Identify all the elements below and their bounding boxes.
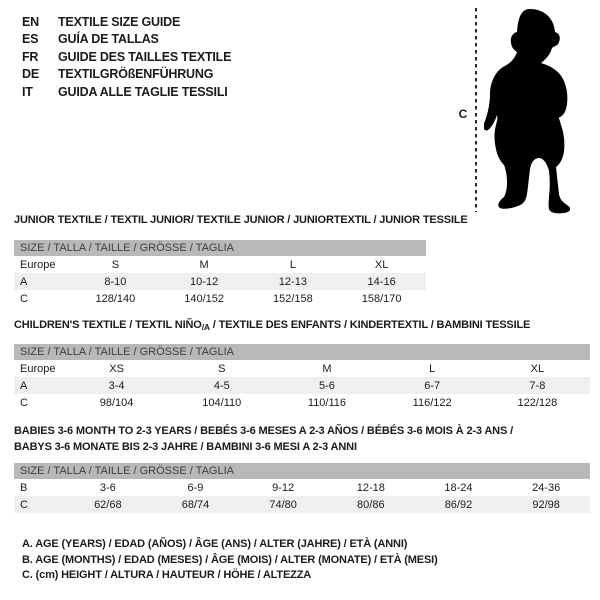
language-title: GUIDA ALLE TAGLIE TESSILI xyxy=(58,84,228,99)
table-cell: 3-4 xyxy=(64,377,169,394)
table-cell: 9-12 xyxy=(272,481,295,494)
table-row xyxy=(14,377,590,394)
table-cell: 80/86 xyxy=(327,496,415,513)
table-cell: 18-24 xyxy=(444,481,473,494)
language-title: GUÍA DE TALLAS xyxy=(58,32,159,47)
footnote-b: B. AGE (MONTHS) / EDAD (MESES) / ÂGE (MOIS) / ALTER (MONATE) / ETÀ (MESI) xyxy=(22,553,438,566)
language-title: TEXTILE SIZE GUIDE xyxy=(58,14,181,29)
size-header-label: SIZE / TALLA / TAILLE / GRÖSSE / TAGLIA xyxy=(14,344,590,360)
table-cell: S xyxy=(111,258,120,271)
language-code: IT xyxy=(22,84,33,99)
table-cell: 7-8 xyxy=(485,377,590,394)
figure-height-label: C xyxy=(458,107,468,121)
size-header-row xyxy=(14,463,590,479)
table-cell: 6-7 xyxy=(380,377,485,394)
table-cell: 24-36 xyxy=(532,481,561,494)
language-title: TEXTILGRÖßENFÜHRUNG xyxy=(58,67,214,82)
table-cell: 5-6 xyxy=(274,377,379,394)
table-row xyxy=(14,290,426,307)
table-cell: L xyxy=(289,258,296,271)
table-cell: 116/122 xyxy=(412,396,452,409)
table-cell: M xyxy=(322,362,332,375)
footnote-a: A. AGE (YEARS) / EDAD (AÑOS) / ÂGE (ANS) / ALTER (JAHRE) / ETÀ (ANNI) xyxy=(22,538,408,550)
table-cell: 86/92 xyxy=(415,496,503,513)
table-cell: XS xyxy=(109,362,124,375)
footnotes-block xyxy=(22,537,438,584)
table-row xyxy=(14,394,590,411)
table-cell: 92/98 xyxy=(502,496,590,513)
table-row xyxy=(14,256,426,273)
table-cell: XL xyxy=(530,362,545,375)
table-cell: 152/158 xyxy=(272,292,313,305)
table-cell: 12-13 xyxy=(249,273,338,290)
babies-table-title xyxy=(14,424,513,455)
size-header-row xyxy=(14,344,590,360)
table-cell: S xyxy=(218,362,226,375)
table-cell: 128/140 xyxy=(95,292,136,305)
table-cell: 10-12 xyxy=(160,273,249,290)
table-cell: 110/116 xyxy=(307,396,347,409)
size-header-row xyxy=(14,240,426,256)
language-row xyxy=(22,48,231,66)
table-cell: 68/74 xyxy=(152,496,240,513)
row-label: A xyxy=(14,377,64,394)
title-line-2: BABYS 3-6 MONATE BIS 2-3 JAHRE / BAMBINI 3-6 MESI A 2-3 ANNI xyxy=(14,440,357,453)
children-table-title xyxy=(14,319,530,332)
language-code: ES xyxy=(22,32,39,47)
row-label: B xyxy=(20,481,28,494)
table-cell: 74/80 xyxy=(239,496,327,513)
table-cell: 158/170 xyxy=(361,292,402,305)
footnote-c: C. (cm) HEIGHT / ALTURA / HAUTEUR / HÖHE / ALTEZZA xyxy=(22,569,312,581)
title-text: / TEXTILE DES ENFANTS / KINDERTEXTIL / BAMBINI TESSILE xyxy=(209,319,531,331)
title-subscript: /A xyxy=(201,322,210,332)
babies-size-table xyxy=(14,463,590,513)
language-title-block xyxy=(22,13,231,101)
row-label: C xyxy=(20,396,28,409)
table-cell: 98/104 xyxy=(99,396,134,409)
language-row xyxy=(22,31,231,49)
table-cell: XL xyxy=(374,258,389,271)
table-cell: 6-9 xyxy=(187,481,204,494)
table-cell: 12-18 xyxy=(356,481,385,494)
title-line-1: BABIES 3-6 MONTH TO 2-3 YEARS / BEBÉS 3-6 MESES A 2-3 AÑOS / BÉBÉS 3-6 MOIS À 2-3 ANS / xyxy=(14,425,513,437)
language-row xyxy=(22,66,231,84)
language-code: EN xyxy=(22,14,39,29)
row-label: Europe xyxy=(20,258,56,271)
table-cell: 62/68 xyxy=(64,496,152,513)
size-header-label: SIZE / TALLA / TAILLE / GRÖSSE / TAGLIA xyxy=(14,463,590,479)
row-label: C xyxy=(20,292,28,305)
table-cell: L xyxy=(429,362,436,375)
row-label: A xyxy=(14,273,71,290)
title-text: CHILDREN'S TEXTILE / TEXTIL NIÑO xyxy=(14,319,202,331)
size-header-label: SIZE / TALLA / TAILLE / GRÖSSE / TAGLIA xyxy=(14,240,426,256)
junior-table-title: JUNIOR TEXTILE / TEXTIL JUNIOR/ TEXTILE JUNIOR / JUNIORTEXTIL / JUNIOR TESSILE xyxy=(14,214,468,226)
children-size-table xyxy=(14,344,590,411)
table-cell: 3-6 xyxy=(99,481,116,494)
table-row xyxy=(14,360,590,377)
language-row xyxy=(22,13,231,31)
table-row xyxy=(14,496,590,513)
table-cell: 104/110 xyxy=(202,396,242,409)
table-cell: 14-16 xyxy=(337,273,426,290)
toddler-silhouette-image xyxy=(484,4,596,214)
table-cell: 122/128 xyxy=(517,396,558,409)
row-label: C xyxy=(14,496,64,513)
table-cell: 8-10 xyxy=(71,273,160,290)
table-row xyxy=(14,273,426,290)
language-row xyxy=(22,83,231,101)
language-code: DE xyxy=(22,67,39,82)
language-code: FR xyxy=(22,49,39,64)
table-cell: 4-5 xyxy=(169,377,274,394)
table-row xyxy=(14,479,590,496)
row-label: Europe xyxy=(20,362,56,375)
height-measure-dashed-line xyxy=(474,8,478,212)
table-cell: M xyxy=(199,258,209,271)
table-cell: 140/152 xyxy=(184,292,224,305)
junior-size-table xyxy=(14,240,426,307)
language-title: GUIDE DES TAILLES TEXTILE xyxy=(58,49,232,64)
